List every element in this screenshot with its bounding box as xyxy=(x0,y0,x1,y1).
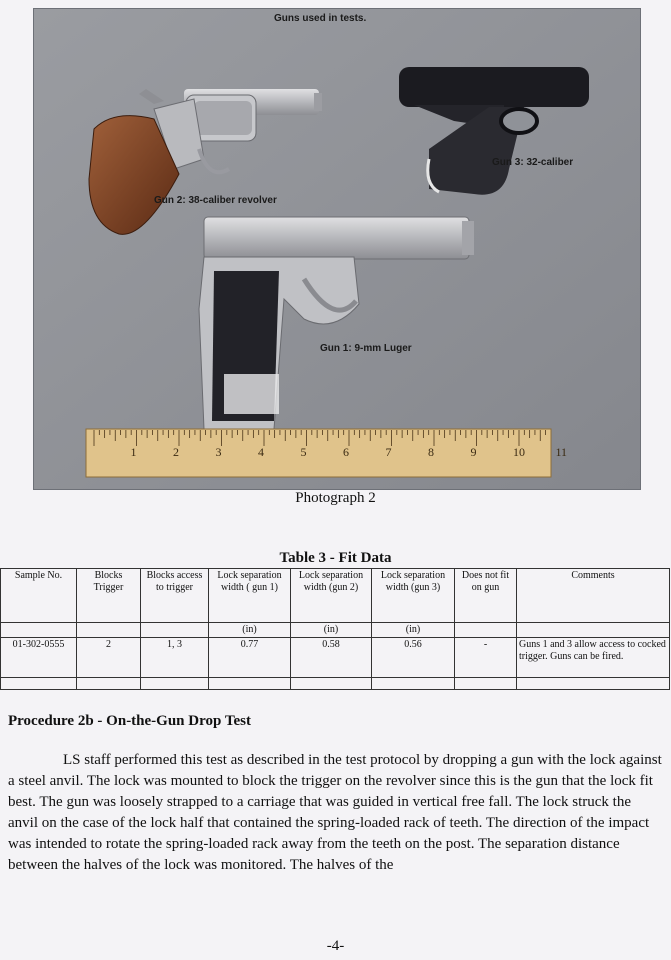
header-cell: Blocks Trigger xyxy=(77,569,141,623)
ruler-number: 3 xyxy=(215,445,222,459)
table-row xyxy=(1,638,670,678)
ruler-number: 5 xyxy=(300,445,307,459)
gun3-label: Gun 3: 32-caliber xyxy=(492,157,574,168)
unit-cell: (in) xyxy=(291,623,372,638)
unit-cell xyxy=(455,623,517,638)
header-cell: Lock separation width (gun 3) xyxy=(372,569,455,623)
ruler-number: 2 xyxy=(173,445,179,459)
header-cell: Sample No. xyxy=(1,569,77,623)
table-cell: - xyxy=(455,638,517,678)
gun2-label: Gun 2: 38-caliber revolver xyxy=(154,195,277,206)
ruler-number: 1 xyxy=(130,445,137,459)
unit-cell xyxy=(1,623,77,638)
header-cell: Lock separation width ( gun 1) xyxy=(209,569,291,623)
header-cell: Does not fit on gun xyxy=(455,569,517,623)
table-cell: 2 xyxy=(77,638,141,678)
unit-cell: (in) xyxy=(209,623,291,638)
body-paragraph: LS staff performed this test as described in the test protocol by dropping a gun with the lock against a steel anvil. The lock was mounted to block the trigger on the revolver since this is the gun that the lock fit best. The gun was loosely strapped to a carriage that was guided in vertical free fall. The lock struck the anvil on the case of the lock half that contained the spring-loaded rack of teeth. The direction of the impact was intended to rotate the spring-loaded rack away from the teeth on the post. The separation distance between the halves of the lock was monitored. The halves of the xyxy=(8,752,662,873)
table-cell: 0.56 xyxy=(372,638,455,678)
ruler-number: 8 xyxy=(428,445,434,459)
table-cell: 1, 3 xyxy=(141,638,209,678)
fit-data-table xyxy=(0,568,670,690)
table-empty-row xyxy=(1,678,670,690)
table-cell: 0.77 xyxy=(209,638,291,678)
unit-cell xyxy=(141,623,209,638)
header-cell: Comments xyxy=(517,569,670,623)
ruler-number: 6 xyxy=(343,445,349,459)
header-cell: Blocks access to trigger xyxy=(141,569,209,623)
table-units-row xyxy=(1,623,670,638)
ruler-number: 11 xyxy=(555,445,568,459)
page-number: -4- xyxy=(326,938,345,954)
section-heading: Procedure 2b - On-the-Gun Drop Test xyxy=(8,713,251,729)
unit-cell xyxy=(517,623,670,638)
table-title: Table 3 - Fit Data xyxy=(279,550,392,566)
ruler-number: 10 xyxy=(513,445,525,459)
photograph xyxy=(33,8,641,490)
table-header-row xyxy=(1,569,670,623)
ruler-number: 7 xyxy=(385,445,392,459)
unit-cell: (in) xyxy=(372,623,455,638)
ruler-number: 4 xyxy=(258,445,264,459)
ruler-number: 9 xyxy=(470,445,477,459)
header-cell: Lock separation width (gun 2) xyxy=(291,569,372,623)
photo-title: Guns used in tests. xyxy=(274,13,367,24)
photo-caption: Photograph 2 xyxy=(295,490,376,506)
table-cell: 01-302-0555 xyxy=(1,638,77,678)
gun1-label: Gun 1: 9-mm Luger xyxy=(320,343,412,354)
unit-cell xyxy=(77,623,141,638)
guns-photo-illustration xyxy=(34,9,640,489)
table-cell: Guns 1 and 3 allow access to cocked trigger. Guns can be fired. xyxy=(517,638,670,678)
ruler xyxy=(86,429,567,477)
table-cell: 0.58 xyxy=(291,638,372,678)
